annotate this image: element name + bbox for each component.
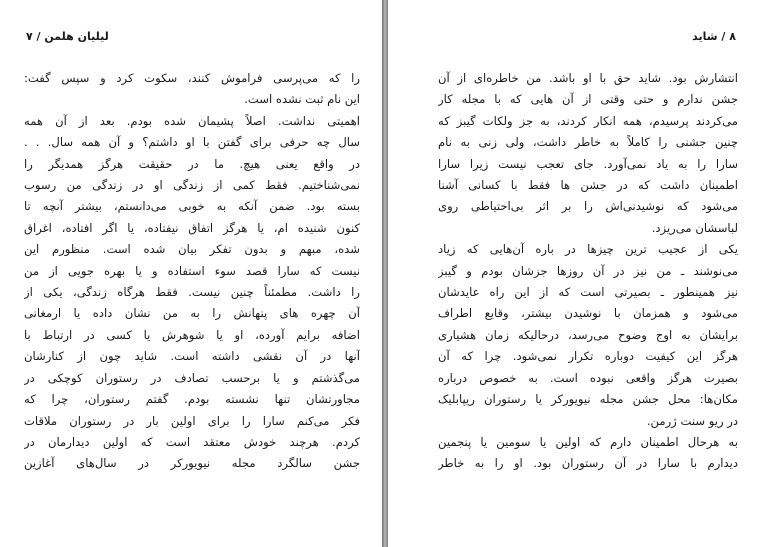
text-line: چنین جشنی را کاملاً به خاطر داشت، ولی زنی به نام xyxy=(438,135,738,150)
text-line: شده، مبهم و بدون تفکر بیان شده است. منظورم این xyxy=(24,242,360,257)
right-page-text xyxy=(438,68,738,475)
text-line: می‌گذشتم و یا برحسب تصادف در رستوران کوچکی در xyxy=(24,370,360,385)
right-page xyxy=(388,0,768,547)
text-line: می‌کردند پرسیدم، همه انکار کردند، به جز ولکات گیبز که xyxy=(438,113,738,128)
text-line: نیست که سارا قصد سوء استفاده و یا بهره جویی از من xyxy=(24,263,360,278)
left-page xyxy=(0,0,382,547)
text-line: بصیرت هرگز واقعی نبوده است. به خصوص درباره xyxy=(438,370,738,385)
text-line: اهمیتی نداشت. اصلاً پشیمان شده بودم. بعد از آن همه xyxy=(24,113,360,128)
text-line: سال چه حرفی برای گفتن با او داشتم؟ و آن همه سال. . . xyxy=(24,135,360,150)
text-line: اطمینان داشت که در جشن ها فقط با کسانی آشنا xyxy=(438,178,738,193)
text-line: می‌شود که نوشیدنی‌اش را بر اثر بی‌احتیاطی روی xyxy=(438,199,738,214)
text-line: نیز همینطور ـ بصیرتی است که از این راه عایدشان xyxy=(438,285,738,300)
text-line: را که می‌پرسی فراموش کنند، سکوت کرد و سپس گفت: xyxy=(24,71,360,85)
text-line: مکان‌ها: محل جشن مجله نیویورکر یا رستوران ریپابلیک xyxy=(438,392,738,407)
text-line: فکر می‌کنم سارا را برای اولین بار در رستوران ملاقات xyxy=(24,413,360,428)
text-line: به هرحال اطمینان دارم که اولین یا سومین یا پنجمین xyxy=(438,434,738,449)
text-line: نمی‌شناختیم. فقط کمی از زندگی او در زندگی من رسوب xyxy=(24,178,360,193)
text-line: این نام ثبت نشده است. xyxy=(244,92,360,107)
text-line: کنون شنیده ام، یا هرگز اتفاق نیفتاده، یا اگر افتاده، اغراق xyxy=(24,220,360,235)
text-line: هرگز این کیفیت دوباره تکرار نمی‌شود. چرا که آن xyxy=(438,349,738,364)
text-line: می‌شود و همزمان با نوشیدن بیشتر، وقایع اطراف xyxy=(438,306,738,321)
text-line: جشن ندارم و حتی وقتی از آن هایی که با مجله کار xyxy=(438,92,738,107)
text-line: آنها در آن نقشی داشته است. شاید چون از کنارشان xyxy=(24,349,360,364)
text-line: برایشان به اوج وضوح می‌رسد، درحالیکه زمان هشیاری xyxy=(438,327,738,342)
text-line: آن چهره های پنهانش را به من نشان داده یا ارمغانی xyxy=(24,306,360,321)
text-line: را داشت. مطمئناً چنین نیست. فقط هرگاه زندگی، یکی از xyxy=(24,285,360,300)
text-line: اضافه برایم آورده، او یا شوهرش یا کسی در ارتباط با xyxy=(24,327,360,342)
text-line: در ریو سنت ژرمن. xyxy=(646,413,738,428)
text-line: در واقع یعنی هیچ. ما در حقیقت هرگز همدیگر را xyxy=(24,156,360,171)
right-page-header: ۸ / شاید xyxy=(692,30,736,43)
text-line: لباسشان می‌ریزد. xyxy=(651,220,738,235)
text-line: انتشارش بود. شاید حق با او باشد. من خاطره‌ای از آن xyxy=(438,71,738,85)
left-page-header: لیلیان هلمن / ۷ xyxy=(26,30,109,43)
text-line: جشن سالگرد مجله نیویورکر در سال‌های آغازین xyxy=(24,456,360,471)
text-line: بسته بود. ضمن آنکه به خوبی می‌دانستم، بیشتر آنچه تا xyxy=(24,199,360,214)
text-line: مجاورتشان تنها نشسته بودم. گفتم رستوران، چرا که xyxy=(24,392,360,407)
left-page-text xyxy=(24,68,360,475)
text-line: کردم. هرچند خودش معتقد است که اولین دیدارمان در xyxy=(24,434,360,449)
text-line: دیدارم با سارا در آن رستوران بود. او را به خاطر xyxy=(438,456,738,471)
text-line: یکی از عجیب ترین چیزها در باره آن‌هایی که زیاد xyxy=(438,242,738,257)
text-line: می‌نوشند ـ من نیز در آن روزها جزشان بودم و گیبز xyxy=(438,263,738,278)
text-line: سارا را به یاد نمی‌آورد. جای تعجب نیست زیرا سارا xyxy=(438,156,738,171)
